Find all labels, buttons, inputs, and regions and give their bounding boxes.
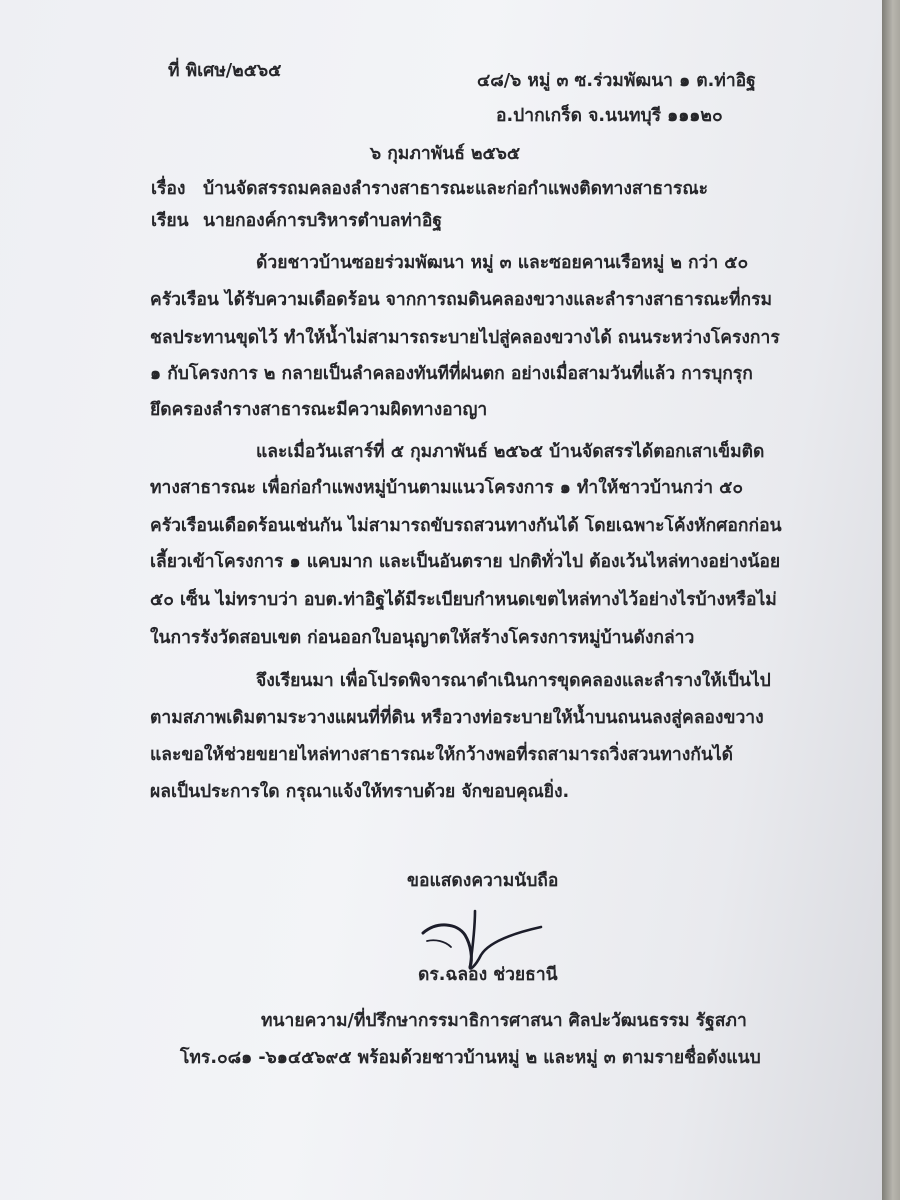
paragraph-2-line: เลี้ยวเข้าโครงการ ๑ แคบมาก และเป็นอันตราย ปกติทั่วไป ต้องเว้นไหล่ทางอย่างน้อย <box>150 552 781 572</box>
paragraph-2-line: ครัวเรือนเดือดร้อนเช่นกัน ไม่สามารถขับรถสวนทางกันได้ โดยเฉพาะโค้งหักศอกก่อน <box>150 516 782 536</box>
signer-title: ทนายความ/ที่ปรึกษากรรมาธิการศาสนา ศิลปะวัฒนธรรม รัฐสภา <box>261 1011 747 1031</box>
paragraph-3-line: จึงเรียนมา เพื่อโปรดพิจารณาดำเนินการขุดคลองและลำรางให้เป็นไป <box>256 671 771 691</box>
paragraph-1-line: ชลประทานขุดไว้ ทำให้น้ำไม่สามารถระบายไปสู่คลองขวางได้ ถนนระหว่างโครงการ <box>150 328 780 348</box>
closing-salutation: ขอแสดงความนับถือ <box>407 871 559 891</box>
reference-number: ที่ พิเศษ/๒๕๖๕ <box>168 61 282 81</box>
paragraph-3-line: ผลเป็นประการใด กรุณาแจ้งให้ทราบด้วย จักขอบคุณยิ่ง. <box>150 782 570 802</box>
subject-text: บ้านจัดสรรถมคลองลำรางสาธารณะและก่อกำแพงติดทางสาธารณะ <box>203 179 708 199</box>
paragraph-1-line: ด้วยชาวบ้านซอยร่วมพัฒนา หมู่ ๓ และซอยคานเรือหมู่ ๒ กว่า ๕๐ <box>256 253 749 273</box>
desk-surface <box>882 0 900 1200</box>
paragraph-2-line: ทางสาธารณะ เพื่อก่อกำแพงหมู่บ้านตามแนวโครงการ ๑ ทำให้ชาวบ้านกว่า ๕๐ <box>150 478 744 498</box>
paragraph-1-line: ๑ กับโครงการ ๒ กลายเป็นลำคลองทันทีที่ฝนตก อย่างเมื่อสามวันที่แล้ว การบุกรุก <box>150 364 753 384</box>
paragraph-1-line: ครัวเรือน ได้รับความเดือดร้อน จากการถมดินคลองขวางและลำรางสาธารณะที่กรม <box>150 290 773 310</box>
letter-date: ๖ กุมภาพันธ์ ๒๕๖๕ <box>370 144 521 164</box>
contact-line: โทร.๐๘๑ -๖๑๔๕๖๙๕ พร้อมด้วยชาวบ้านหมู่ ๒ และหมู่ ๓ ตามรายชื่อดังแนบ <box>180 1048 761 1068</box>
signer-name: ดร.ฉลอง ช่วยธานี <box>418 965 558 985</box>
addressee-text: นายกองค์การบริหารตำบลท่าอิฐ <box>203 211 443 231</box>
paragraph-2-line: ๕๐ เซ็น ไม่ทราบว่า อบต.ท่าอิฐได้มีระเบียบกำหนดเขตไหล่ทางไว้อย่างไรบ้างหรือไม่ <box>150 590 777 610</box>
paragraph-1-line: ยึดครองลำรางสาธารณะมีความผิดทางอาญา <box>150 400 488 420</box>
paragraph-2-line: และเมื่อวันเสาร์ที่ ๕ กุมภาพันธ์ ๒๕๖๕ บ้านจัดสรรได้ตอกเสาเข็มติด <box>256 442 765 462</box>
paragraph-2-line: ในการรังวัดสอบเขต ก่อนออกใบอนุญาตให้สร้างโครงการหมู่บ้านดังกล่าว <box>150 628 695 648</box>
addressee-label: เรียน <box>151 211 189 231</box>
sender-address-line-1: ๔๘/๖ หมู่ ๓ ซ.ร่วมพัฒนา ๑ ต.ท่าอิฐ <box>477 71 756 91</box>
subject-label: เรื่อง <box>151 179 186 199</box>
paragraph-3-line: ตามสภาพเดิมตามระวางแผนที่ที่ดิน หรือวางท่อระบายให้น้ำบนถนนลงสู่คลองขวาง <box>150 708 764 728</box>
paragraph-3-line: และขอให้ช่วยขยายไหล่ทางสาธารณะให้กว้างพอที่รถสามารถวิ่งสวนทางกันได้ <box>150 745 734 765</box>
sender-address-line-2: อ.ปากเกร็ด จ.นนทบุรี ๑๑๑๒๐ <box>496 106 723 126</box>
